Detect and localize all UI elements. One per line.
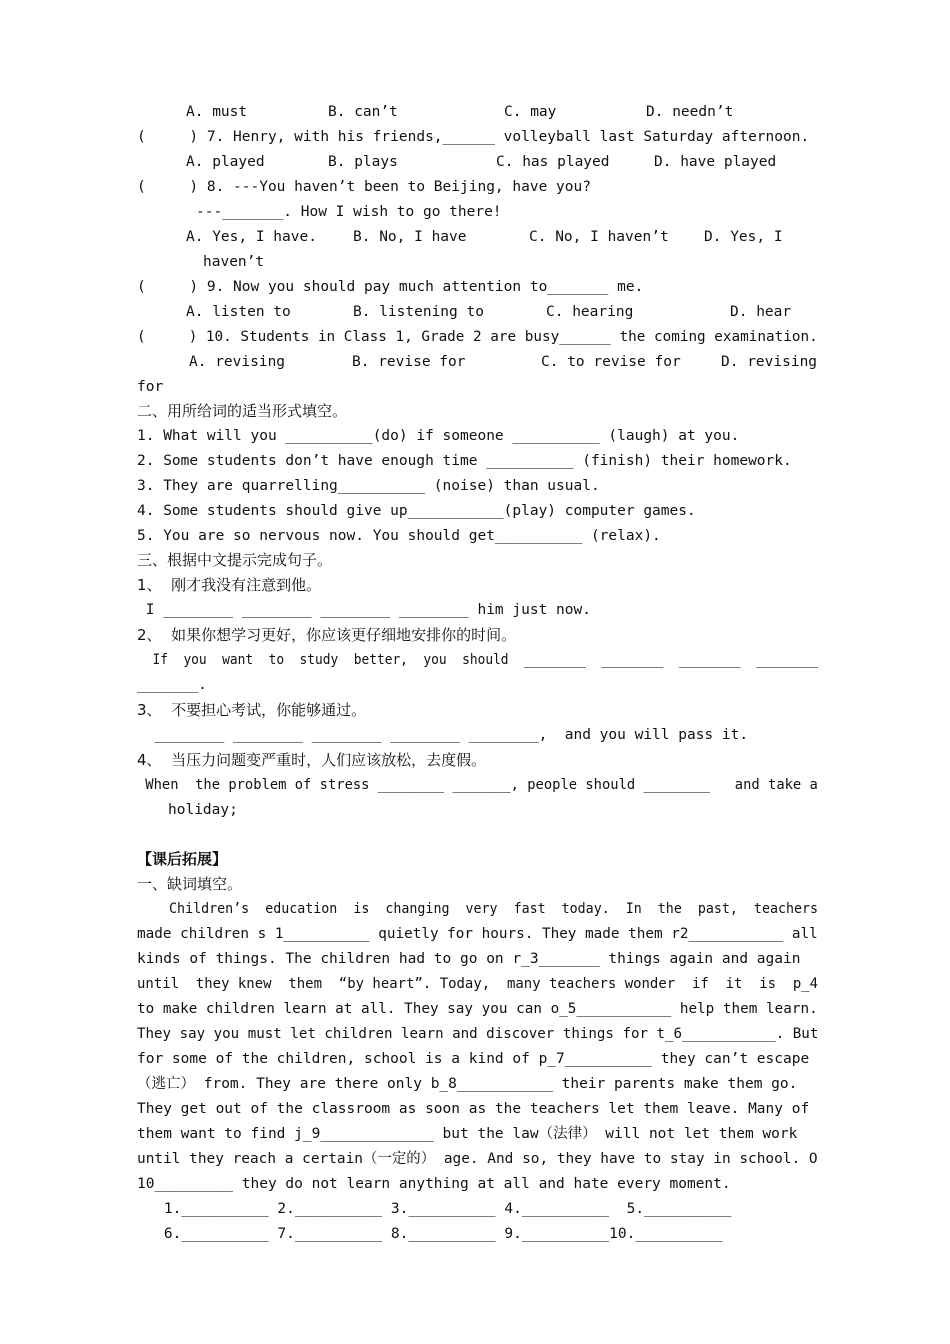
passage-line: until they knew them “by heart”. Today, many teachers wonder if it is p_4 bbox=[137, 976, 819, 992]
q8-option-d-wrap: haven’t bbox=[203, 254, 265, 270]
passage-line: made children s 1__________ quietly for hours. They made them r2___________ all bbox=[137, 926, 818, 942]
passage-line: 10_________ they do not learn anything at all and hate every moment. bbox=[137, 1176, 731, 1192]
q6-option-b: B. can’t bbox=[328, 104, 398, 120]
q9-option-c: C. hearing bbox=[546, 304, 634, 320]
q8-option-a: A. Yes, I have. bbox=[186, 229, 317, 245]
extension-title: 一、缺词填空。 bbox=[137, 875, 243, 893]
passage-line: Children’s education is changing very fast today. In the past, teachers bbox=[137, 901, 819, 917]
q7-option-b: B. plays bbox=[328, 154, 398, 170]
q9-option-d: D. hear bbox=[730, 304, 792, 320]
q10-option-d-wrap: for bbox=[137, 379, 164, 395]
q10-option-d: D. revising bbox=[721, 354, 818, 370]
q7-option-c: C. has played bbox=[496, 154, 610, 170]
passage-line: for some of the children, school is a kind of p_7__________ they can’t escape bbox=[137, 1051, 810, 1067]
q8-option-d: D. Yes, I bbox=[704, 229, 783, 245]
q10-option-c: C. to revise for bbox=[541, 354, 681, 370]
section2-item-2: 2. Some students don’t have enough time __________ (finish) their homework. bbox=[137, 453, 792, 469]
section3-q1-chinese: 1、 刚才我没有注意到他。 bbox=[137, 576, 322, 594]
q8-dialog: ---_______. How I wish to go there! bbox=[196, 204, 502, 220]
passage-line: them want to find j_9_____________ but the law（法律） will not let them work bbox=[137, 1126, 798, 1142]
section3-q4-english-wrap: holiday; bbox=[168, 802, 238, 818]
q6-option-c: C. may bbox=[504, 104, 557, 120]
section2-item-5: 5. You are so nervous now. You should get__________ (relax). bbox=[137, 528, 661, 544]
q9-option-a: A. listen to bbox=[186, 304, 291, 320]
section2-title: 二、用所给词的适当形式填空。 bbox=[137, 402, 348, 420]
q10-option-b: B. revise for bbox=[352, 354, 466, 370]
extension-heading: 【课后拓展】 bbox=[137, 850, 228, 868]
passage-line: They say you must let children learn and discover things for t_6___________. But bbox=[137, 1026, 819, 1042]
section2-item-1: 1. What will you __________(do) if someone __________ (laugh) at you. bbox=[137, 428, 740, 444]
section3-q1-english: I ________ ________ ________ ________ him just now. bbox=[137, 602, 591, 618]
answer-blanks-row-2: 6.__________ 7.__________ 8.__________ 9.__________10.__________ bbox=[129, 1226, 723, 1242]
q8-option-c: C. No, I haven’t bbox=[529, 229, 669, 245]
section3-q2-english: If you want to study better, you should ________ ________ ________ ________ bbox=[137, 652, 819, 668]
q6-option-d: D. needn’t bbox=[646, 104, 734, 120]
q8-stem: ( ) 8. ---You haven’t been to Beijing, have you? bbox=[137, 179, 591, 195]
answer-blanks-row-1: 1.__________ 2.__________ 3.__________ 4.__________ 5.__________ bbox=[129, 1201, 732, 1217]
passage-line: （逃亡） from. They are there only b_8___________ their parents make them go. bbox=[137, 1076, 798, 1092]
passage-line: They get out of the classroom as soon as the teachers let them leave. Many of bbox=[137, 1101, 810, 1117]
section3-q4-chinese: 4、 当压力问题变严重时，人们应该放松，去度假。 bbox=[137, 751, 487, 769]
q7-option-a: A. played bbox=[186, 154, 265, 170]
q8-option-b: B. No, I have bbox=[353, 229, 467, 245]
q7-stem: ( ) 7. Henry, with his friends,______ volleyball last Saturday afternoon. bbox=[137, 129, 810, 145]
passage-line: to make children learn at all. They say you can o_5___________ help them learn. bbox=[137, 1001, 818, 1017]
q10-option-a: A. revising bbox=[189, 354, 286, 370]
passage-line: kinds of things. The children had to go on r_3_______ things again and again bbox=[137, 951, 801, 967]
section3-q3-english: ________ ________ ________ ________ ________, and you will pass it. bbox=[137, 727, 749, 743]
q7-option-d: D. have played bbox=[654, 154, 777, 170]
section3-q3-chinese: 3、 不要担心考试，你能够通过。 bbox=[137, 701, 367, 719]
section3-q2-chinese: 2、 如果你想学习更好，你应该更仔细地安排你的时间。 bbox=[137, 626, 517, 644]
section2-item-3: 3. They are quarrelling__________ (noise) than usual. bbox=[137, 478, 600, 494]
passage-line: until they reach a certain（一定的） age. And so, they have to stay in school. O bbox=[137, 1151, 818, 1167]
q9-option-b: B. listening to bbox=[353, 304, 484, 320]
section3-title: 三、根据中文提示完成句子。 bbox=[137, 551, 333, 569]
section3-q4-english: When the problem of stress ________ _______, people should ________ and take a bbox=[137, 777, 818, 793]
section2-item-4: 4. Some students should give up___________(play) computer games. bbox=[137, 503, 696, 519]
section3-q2-english-wrap: _______. bbox=[137, 677, 207, 693]
q6-option-a: A. must bbox=[186, 104, 248, 120]
q10-stem: ( ) 10. Students in Class 1, Grade 2 are busy______ the coming examination. bbox=[137, 329, 818, 345]
q9-stem: ( ) 9. Now you should pay much attention to_______ me. bbox=[137, 279, 644, 295]
